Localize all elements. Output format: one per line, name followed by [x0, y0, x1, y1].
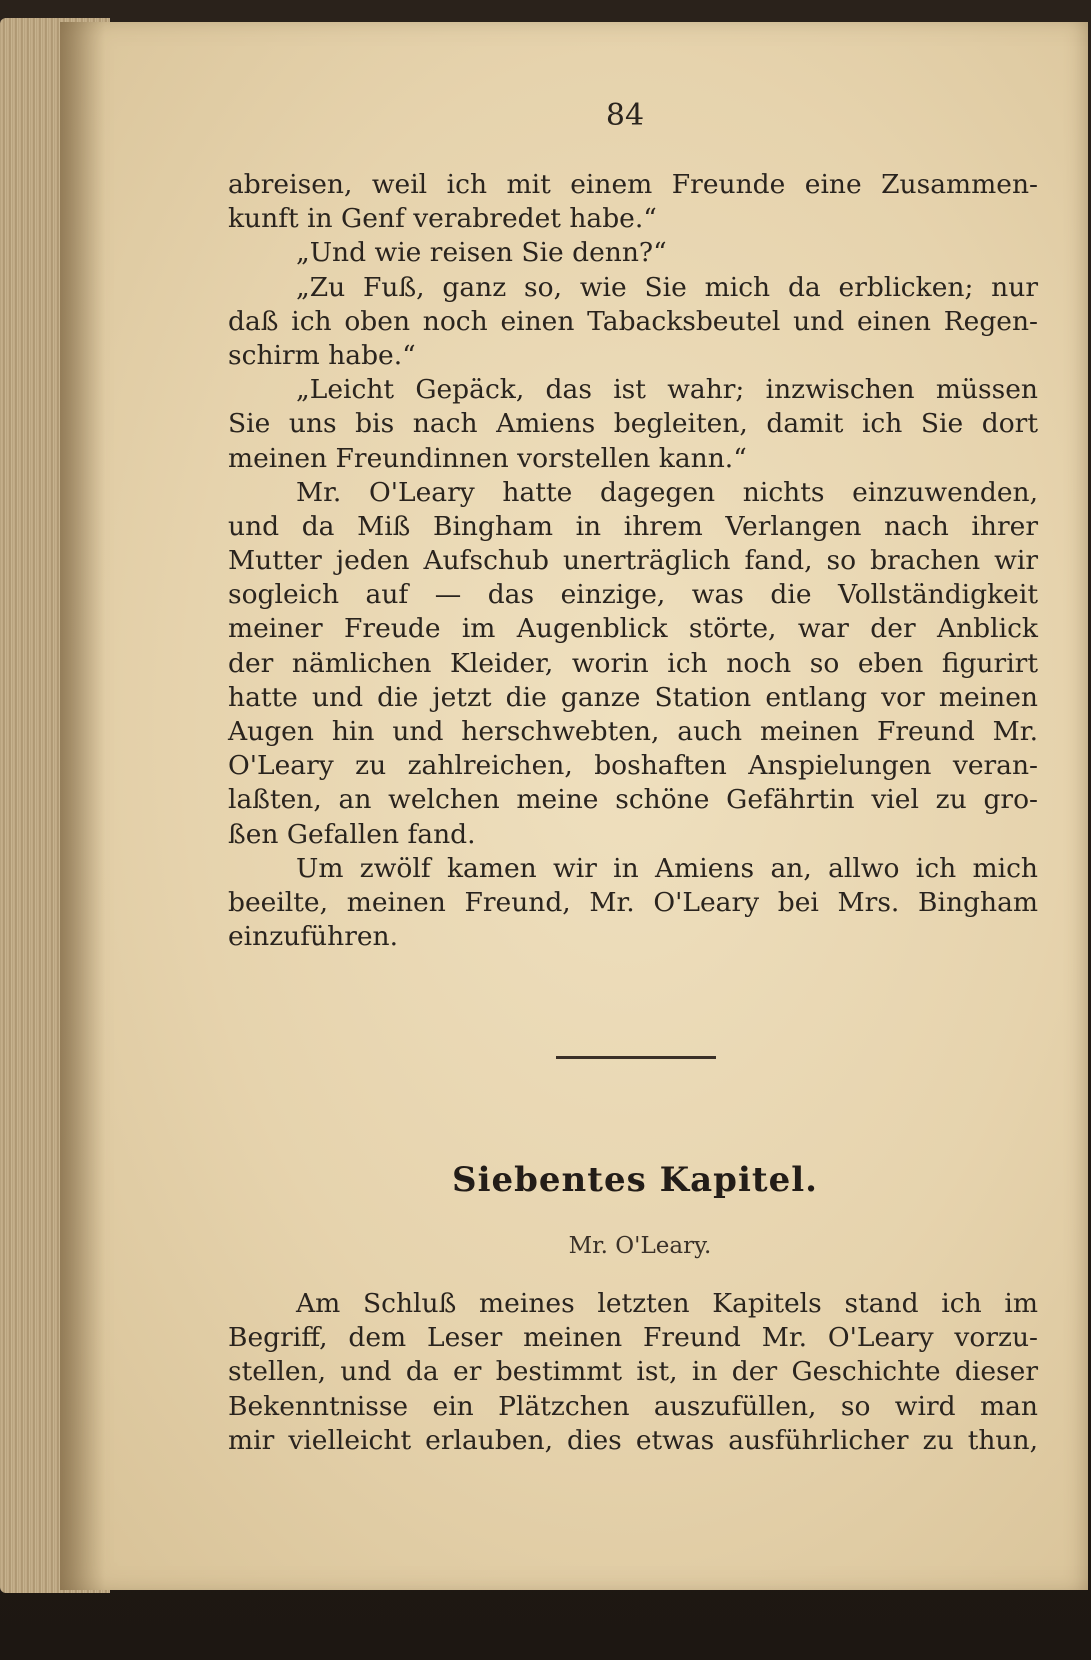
text-line: Sie uns bis nach Amiens begleiten, damit ich Sie dort [228, 408, 1038, 440]
text-line: meinen Freundinnen vorstellen kann.“ [228, 442, 747, 474]
text-line: Begriff, dem Leser meinen Freund Mr. O'Leary vorzu- [228, 1322, 1038, 1354]
text-line: daß ich oben noch einen Tabacksbeutel und einen Regen- [228, 305, 1038, 337]
text-line: „Leicht Gepäck, das ist wahr; inzwischen müssen [296, 374, 1038, 406]
text-line: Augen hin und herschwebten, auch meinen Freund Mr. [228, 716, 1038, 747]
chapter-title: Siebentes Kapitel. [452, 1160, 818, 1200]
text-line: meiner Freude im Augenblick störte, war der Anblick [228, 613, 1038, 645]
text-line: O'Leary zu zahlreichen, boshaften Anspielungen veran- [228, 750, 1038, 782]
text-line: Mr. O'Leary hatte dagegen nichts einzuwenden, [296, 476, 1038, 508]
text-line: Bekenntnisse ein Plätzchen auszufüllen, so wird man [228, 1390, 1038, 1422]
text-line: „Zu Fuß, ganz so, wie Sie mich da erblicken; nur [296, 271, 1038, 303]
text-line: ßen Gefallen fand. [228, 818, 476, 850]
text-line: abreisen, weil ich mit einem Freunde eine Zusammen- [228, 169, 1038, 200]
text-line: laßten, an welchen meine schöne Gefährtin viel zu gro- [228, 784, 1038, 816]
text-line: Mutter jeden Aufschub unerträglich fand, so brachen wir [228, 545, 1038, 577]
text-line: hatte und die jetzt die ganze Station entlang vor meinen [228, 681, 1038, 713]
text-line: stellen, und da er bestimmt ist, in der Geschichte dieser [228, 1356, 1038, 1388]
chapter-subtitle: Mr. O'Leary. [568, 1233, 712, 1259]
text-line: beeilte, meinen Freund, Mr. O'Leary bei Mrs. Bingham [228, 886, 1038, 918]
text-line: und da Miß Bingham in ihrem Verlangen nach ihrer [228, 510, 1038, 542]
text-line: der nämlichen Kleider, worin ich noch so eben figurirt [228, 647, 1038, 679]
text-line: Am Schluß meines letzten Kapitels stand ich im [296, 1288, 1038, 1319]
text-line: schirm habe.“ [228, 339, 416, 371]
text-line: sogleich auf — das einzige, was die Vollständigkeit [228, 579, 1038, 611]
text-line: mir vielleicht erlauben, dies etwas ausführlicher zu thun, [228, 1424, 1038, 1456]
body-text-bottom [228, 1287, 1038, 1458]
page-number: 84 [605, 98, 645, 133]
text-line: Um zwölf kamen wir in Amiens an, allwo ich mich [296, 852, 1038, 884]
text-line: kunft in Genf verabredet habe.“ [228, 203, 657, 235]
text-line: einzuführen. [228, 921, 399, 953]
text-line: „Und wie reisen Sie denn?“ [296, 237, 667, 269]
page-gutter-shadow [60, 22, 105, 1590]
body-text-top [228, 168, 1038, 954]
section-divider-rule [556, 1056, 716, 1059]
